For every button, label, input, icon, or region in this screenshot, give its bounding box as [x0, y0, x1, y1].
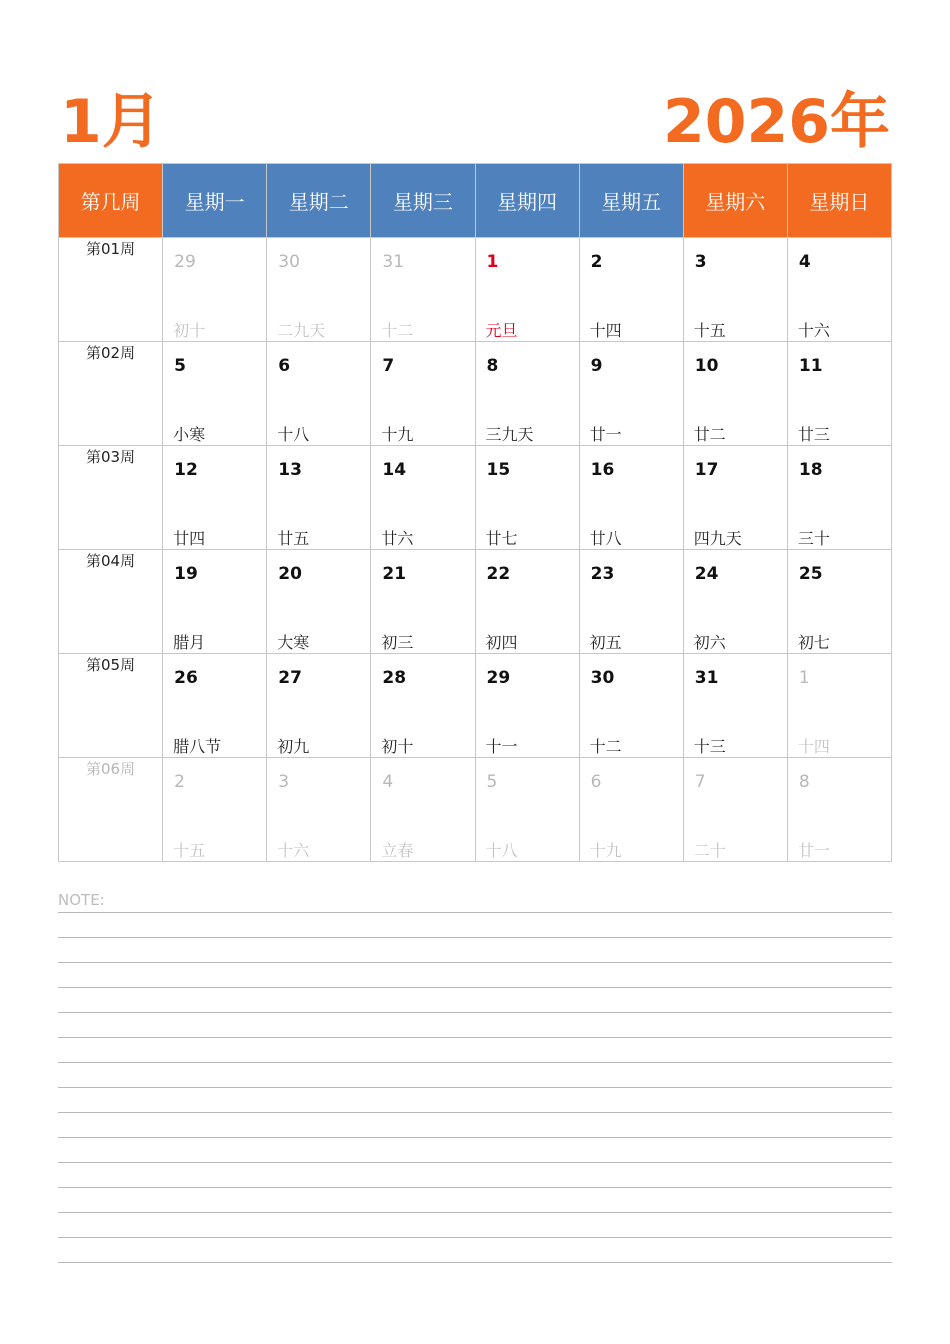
note-line[interactable]: [58, 1063, 892, 1088]
day-number: 8: [486, 356, 499, 376]
column-header-friday: 星期五: [579, 164, 683, 238]
day-cell[interactable]: [163, 550, 267, 654]
day-number: 1: [486, 252, 499, 272]
lunar-date-label: 腊八节: [173, 737, 222, 756]
day-number: 29: [174, 252, 196, 272]
lunar-date-label: 元旦: [485, 321, 518, 340]
column-header-sunday: 星期日: [787, 164, 891, 238]
day-number: 2: [590, 252, 603, 272]
lunar-date-label: 二十: [693, 841, 726, 860]
lunar-date-label: 廿三: [797, 425, 830, 444]
week-row: [59, 342, 892, 446]
day-cell[interactable]: [683, 446, 787, 550]
day-cell-adjacent-month[interactable]: [475, 758, 579, 862]
lunar-date-label: 小寒: [173, 425, 206, 444]
day-number: 14: [382, 460, 407, 480]
column-header-monday: 星期一: [163, 164, 267, 238]
day-cell[interactable]: [267, 446, 371, 550]
day-number: 16: [590, 460, 615, 480]
note-line[interactable]: [58, 1213, 892, 1238]
day-cell[interactable]: [683, 238, 787, 342]
week-row: [59, 758, 892, 862]
day-cell[interactable]: [683, 654, 787, 758]
day-cell-adjacent-month[interactable]: [163, 238, 267, 342]
day-number: 29: [486, 668, 511, 688]
lunar-date-label: 初三: [381, 633, 414, 652]
day-number: 30: [278, 252, 300, 272]
day-cell[interactable]: [267, 550, 371, 654]
note-line[interactable]: [58, 1088, 892, 1113]
week-row: [59, 446, 892, 550]
note-line[interactable]: [58, 1188, 892, 1213]
lunar-date-label: 十二: [381, 321, 414, 340]
day-number: 13: [278, 460, 302, 480]
column-header-saturday: 星期六: [683, 164, 787, 238]
lunar-date-label: 十四: [797, 737, 830, 756]
lunar-date-label: 十八: [485, 841, 518, 860]
lunar-date-label: 初九: [277, 737, 310, 756]
day-cell[interactable]: [683, 342, 787, 446]
day-cell[interactable]: [579, 238, 683, 342]
week-number-cell: 第03周: [59, 446, 163, 550]
lunar-date-label: 四九天: [693, 529, 742, 548]
lunar-date-label: 廿四: [173, 529, 206, 548]
lunar-date-label: 初四: [485, 633, 518, 652]
lunar-date-label: 十六: [277, 841, 310, 860]
lunar-date-label: 廿六: [381, 529, 414, 548]
day-number: 17: [694, 460, 719, 480]
lunar-date-label: 廿二: [693, 425, 726, 444]
day-cell-adjacent-month[interactable]: [371, 238, 475, 342]
lunar-date-label: 十一: [485, 737, 518, 756]
note-line[interactable]: [58, 1038, 892, 1063]
notes-label: NOTE:: [58, 891, 105, 909]
lunar-date-label: 大寒: [277, 633, 310, 652]
day-number: 28: [382, 668, 407, 688]
lunar-date-label: 初五: [589, 633, 622, 652]
note-line[interactable]: [58, 963, 892, 988]
month-title: 1月: [60, 87, 162, 157]
day-cell[interactable]: [579, 550, 683, 654]
day-cell-adjacent-month[interactable]: [787, 654, 891, 758]
column-header-thursday: 星期四: [475, 164, 579, 238]
day-number: 1: [798, 668, 810, 688]
week-row: [59, 550, 892, 654]
notes-lines: [58, 912, 892, 1263]
day-number: 24: [694, 564, 719, 584]
day-cell-adjacent-month[interactable]: [579, 758, 683, 862]
day-number: 30: [590, 668, 615, 688]
day-number: 25: [798, 564, 823, 584]
day-cell-adjacent-month[interactable]: [683, 758, 787, 862]
day-cell[interactable]: [475, 342, 579, 446]
day-number: 6: [278, 356, 291, 376]
lunar-date-label: 十九: [381, 425, 414, 444]
week-row: [59, 654, 892, 758]
day-cell[interactable]: [371, 446, 475, 550]
day-cell[interactable]: [267, 342, 371, 446]
day-number: 12: [174, 460, 198, 480]
note-line[interactable]: [58, 1163, 892, 1188]
lunar-date-label: 廿五: [277, 529, 310, 548]
day-number: 9: [590, 356, 603, 376]
lunar-date-label: 十五: [173, 841, 206, 860]
year-title: 2026年: [663, 87, 890, 157]
lunar-date-label: 三十: [797, 529, 830, 548]
lunar-date-label: 十三: [693, 737, 726, 756]
lunar-date-label: 廿七: [485, 529, 518, 548]
week-number-cell: 第04周: [59, 550, 163, 654]
day-number: 3: [278, 772, 290, 792]
day-number: 22: [486, 564, 511, 584]
lunar-date-label: 初十: [173, 321, 206, 340]
week-number-cell: 第01周: [59, 238, 163, 342]
day-cell[interactable]: [787, 342, 891, 446]
day-number: 23: [590, 564, 615, 584]
day-number: 5: [486, 772, 498, 792]
lunar-date-label: 二九天: [277, 321, 326, 340]
day-number: 18: [798, 460, 823, 480]
day-cell-adjacent-month[interactable]: [267, 238, 371, 342]
lunar-date-label: 初七: [797, 633, 830, 652]
day-number: 4: [798, 252, 811, 272]
day-number: 7: [694, 772, 706, 792]
day-number: 27: [278, 668, 302, 688]
note-line[interactable]: [58, 938, 892, 963]
day-cell[interactable]: [579, 342, 683, 446]
day-number: 21: [382, 564, 407, 584]
lunar-date-label: 三九天: [485, 425, 534, 444]
day-number: 15: [486, 460, 511, 480]
day-cell-adjacent-month[interactable]: [787, 758, 891, 862]
day-number: 8: [798, 772, 810, 792]
day-number: 10: [694, 356, 719, 376]
day-number: 3: [694, 252, 707, 272]
day-number: 20: [278, 564, 302, 584]
week-number-cell: 第02周: [59, 342, 163, 446]
day-number: 6: [590, 772, 602, 792]
day-cell[interactable]: [475, 446, 579, 550]
notes-section: [58, 888, 892, 1263]
lunar-date-label: 十五: [693, 321, 726, 340]
day-cell[interactable]: [371, 654, 475, 758]
day-number: 19: [174, 564, 198, 584]
column-header-week-number: 第几周: [59, 164, 163, 238]
day-cell[interactable]: [683, 550, 787, 654]
day-cell[interactable]: [579, 446, 683, 550]
calendar-header-row: [59, 164, 892, 238]
day-cell[interactable]: [475, 550, 579, 654]
lunar-date-label: 廿八: [589, 529, 622, 548]
column-header-wednesday: 星期三: [371, 164, 475, 238]
lunar-date-label: 廿一: [797, 841, 830, 860]
column-header-tuesday: 星期二: [267, 164, 371, 238]
day-number: 5: [174, 356, 186, 376]
day-number: 31: [694, 668, 719, 688]
day-cell[interactable]: [371, 550, 475, 654]
lunar-date-label: 腊月: [173, 633, 206, 652]
day-cell[interactable]: [787, 446, 891, 550]
day-cell[interactable]: [163, 342, 267, 446]
lunar-date-label: 十二: [589, 737, 622, 756]
day-cell[interactable]: [475, 654, 579, 758]
calendar-table: [58, 163, 892, 862]
note-line[interactable]: [58, 1138, 892, 1163]
lunar-date-label: 立春: [381, 841, 414, 860]
note-line[interactable]: [58, 1113, 892, 1138]
lunar-date-label: 十九: [589, 841, 622, 860]
day-number: 7: [382, 356, 395, 376]
lunar-date-label: 十六: [797, 321, 830, 340]
lunar-date-label: 初六: [693, 633, 726, 652]
note-line[interactable]: [58, 913, 892, 938]
week-row: [59, 238, 892, 342]
note-line[interactable]: [58, 1238, 892, 1263]
note-line[interactable]: [58, 988, 892, 1013]
calendar-body: [59, 238, 892, 862]
day-cell[interactable]: [163, 654, 267, 758]
day-cell[interactable]: [267, 654, 371, 758]
day-cell-adjacent-month[interactable]: [267, 758, 371, 862]
day-number: 11: [798, 356, 823, 376]
day-cell[interactable]: [371, 342, 475, 446]
day-cell-holiday[interactable]: [475, 238, 579, 342]
lunar-date-label: 初十: [381, 737, 414, 756]
day-cell[interactable]: [579, 654, 683, 758]
lunar-date-label: 廿一: [589, 425, 622, 444]
day-number: 2: [174, 772, 185, 792]
day-cell[interactable]: [787, 238, 891, 342]
note-line[interactable]: [58, 1013, 892, 1038]
day-number: 26: [174, 668, 198, 688]
day-cell-adjacent-month[interactable]: [163, 758, 267, 862]
day-cell[interactable]: [787, 550, 891, 654]
day-cell[interactable]: [163, 446, 267, 550]
week-number-cell: 第05周: [59, 654, 163, 758]
day-number: 31: [382, 252, 405, 272]
lunar-date-label: 十四: [589, 321, 622, 340]
lunar-date-label: 十八: [277, 425, 310, 444]
day-number: 4: [382, 772, 394, 792]
day-cell-adjacent-month[interactable]: [371, 758, 475, 862]
week-number-cell: 第06周: [59, 758, 163, 862]
